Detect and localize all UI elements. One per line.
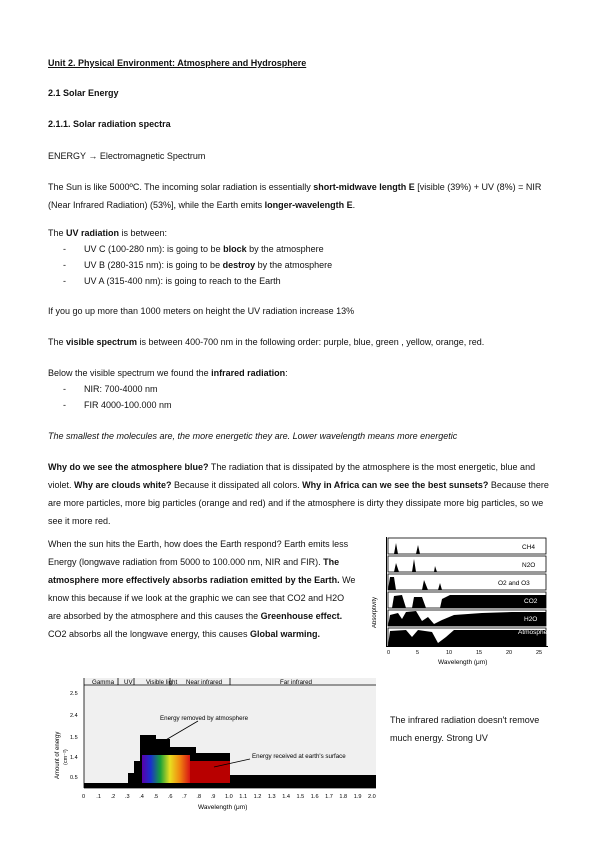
annotation-removed: Energy removed by atmosphere (160, 715, 249, 722)
unit-title: Unit 2. Physical Environment: Atmosphere and Hydrosphere (48, 58, 307, 68)
spectrum-xtick: 1.9 (353, 794, 362, 800)
infrared-text-2: : (285, 368, 288, 378)
spectrum-visible-band (142, 755, 190, 783)
spectrum-xtick: .6 (167, 794, 173, 800)
uv-text-1: The (48, 228, 67, 238)
spectrum-xtick: 1.0 (225, 794, 233, 800)
spectrum-xtick: .4 (139, 794, 144, 800)
absorption-y-axis (386, 537, 387, 647)
why-bold-3: Why in Africa can we see the best sunsets? (302, 480, 489, 490)
spectrum-ytick: 1.5 (70, 735, 78, 741)
region-near-infrared: Near infrared (186, 679, 223, 686)
spectrum-xtick: 1.6 (310, 794, 319, 800)
region-far-infrared: Far infrared (280, 679, 312, 686)
sun-text-4: . (352, 200, 356, 210)
band-label-co2: CO2 (524, 598, 538, 605)
spectrum-xtick: 1.2 (253, 794, 262, 800)
uv-item-text: UV B (280-315 nm): is going to be (84, 260, 223, 270)
bullet-dash: - (63, 384, 66, 394)
region-visible: Visible light (146, 679, 178, 686)
earth-bold-3: Global warming. (249, 629, 320, 639)
band-label-ch4: CH4 (522, 544, 536, 551)
why-text-3: Because there are more particles, more big particles (orange and red) and if the atmosphere is dirty they dissipate more big particles, so we see it more red. (48, 480, 549, 526)
earth-paragraph (48, 535, 358, 643)
why-text-1: The radiation that is dissipated by the atmosphere is the most energetic, blue and violet. (48, 462, 536, 490)
sun-text-3: (8%) = NIR (Near Infrared Radiation) (53%], while the Earth emits (48, 182, 542, 210)
infrared-text-1: Below the visible spectrum we found the (48, 368, 212, 378)
absorption-xtick: 10 (446, 650, 453, 656)
why-bold-2: Why are clouds white? (74, 480, 172, 490)
height-line: If you go up more than 1000 meters on height the UV radiation increase 13% (48, 306, 355, 316)
why-bold-1: Why do we see the atmosphere blue? (48, 462, 209, 472)
spectrum-red-band (190, 761, 230, 783)
absorption-xtick: 25 (536, 650, 543, 656)
absorption-ylabel: Absorptivity (372, 596, 378, 628)
uv-item-text: UV C (100-280 nm): is going to be (84, 244, 224, 254)
earth-text-3: CO2 absorbs all the longwave energy, this causes (48, 629, 250, 639)
subsection-title (48, 118, 171, 130)
why-paragraph (48, 458, 553, 530)
sun-bold-2: longer-wavelength E (264, 200, 353, 210)
absorption-xtick: 5 (416, 650, 420, 656)
spectrum-xtick: 1.5 (296, 794, 305, 800)
earth-bold-1: The atmosphere more effectively absorbs radiation emitted by the Earth. (48, 557, 340, 585)
spectrum-floor (84, 783, 376, 788)
spectrum-ylabel: Amount of energy (55, 731, 61, 779)
sun-paragraph (48, 178, 553, 214)
energy-line: ENERGY → Electromagnetic Spectrum (48, 151, 206, 161)
sun-text-2: [visible (39%) + UV (414, 182, 495, 192)
spectrum-ytick: 0.5 (70, 775, 78, 781)
spectrum-xtick: 2.0 (368, 794, 376, 800)
bullet-dash: - (63, 400, 66, 410)
absorption-chart (372, 533, 554, 668)
earth-bold-2: Greenhouse effect. (260, 611, 343, 621)
infrared-item-text: NIR: 700-4000 nm (84, 384, 158, 394)
uv-item-bold: destroy (222, 260, 256, 270)
uv-item-bold: block (223, 244, 247, 254)
uv-intro (48, 227, 167, 239)
spectrum-xtick: .3 (124, 794, 130, 800)
bullet-dash: - (63, 276, 66, 286)
subsection-text: Solar radiation spectra (73, 119, 171, 129)
subsection-number: 2.1.1. (48, 119, 71, 129)
side-text: The infrared radiation doesn't remove much energy. Strong UV (390, 715, 540, 743)
uv-item-text: UV A (315-400 nm): is going to reach to the Earth (84, 276, 281, 286)
spectrum-xtick: .9 (210, 794, 216, 800)
visible-text-2: is between 400-700 nm in the following order: purple, blue, green , yellow, orange, red. (137, 337, 485, 347)
spectrum-xtick: 0 (82, 794, 86, 800)
earth-text-1: When the sun hits the Earth, how does the Earth respond? Earth emits less Energy (longwave radiation from 5000 to 100.000 nm, NIR and FIR). (48, 539, 349, 567)
visible-bold: visible spectrum (66, 337, 138, 347)
spectrum-ylabel-sub: (cm⁻²) (63, 749, 69, 765)
visible-text-1: The (48, 337, 67, 347)
band-label-atmosphere: Atmosphere (518, 629, 554, 636)
bullet-dash: - (63, 260, 66, 270)
spectrum-xtick: 1.1 (239, 794, 248, 800)
absorption-xlabel: Wavelength (μm) (438, 659, 488, 666)
section-title: 2.1 Solar Energy (48, 88, 119, 98)
spectrum-xtick: 1.4 (282, 794, 290, 800)
spectrum-chart (48, 675, 380, 817)
band-label-h2o: H2O (524, 616, 538, 623)
spectrum-xtick: 1.8 (339, 794, 348, 800)
why-text-2: Because it dissipated all colors. (171, 480, 303, 490)
band-label-n2o: N2O (522, 562, 536, 569)
spectrum-ytick: 1.4 (70, 755, 78, 761)
absorption-xtick: 20 (506, 650, 513, 656)
infrared-item-text: FIR 4000-100.000 nm (84, 400, 172, 410)
band-label-o2o3: O2 and O3 (498, 580, 530, 587)
spectrum-ytick: 2.5 (70, 691, 78, 697)
absorption-xtick: 0 (387, 650, 391, 656)
uv-item-post: by the atmosphere (246, 244, 324, 254)
sun-text-1: The Sun is like 5000ºC. The incoming solar radiation is essentially (48, 182, 314, 192)
infrared-intro (48, 367, 288, 379)
region-gamma: Gamma (92, 679, 115, 686)
spectrum-xlabel: Wavelength (μm) (198, 804, 248, 811)
spectrum-xtick: .5 (153, 794, 159, 800)
absorption-xtick: 15 (476, 650, 483, 656)
spectrum-xtick: .8 (196, 794, 202, 800)
spectrum-ytick: 2.4 (70, 713, 78, 719)
spectrum-xtick: .1 (96, 794, 101, 800)
spectrum-xtick: .7 (182, 794, 187, 800)
annotation-received: Energy received at earth's surface (252, 753, 346, 760)
sun-bold-1: short-midwave length E (313, 182, 415, 192)
bullet-dash: - (63, 244, 66, 254)
visible-line (48, 336, 484, 348)
infrared-bold: infrared radiation (211, 368, 286, 378)
earth-text-2: We know this because if we look at the graphic we can see that CO2 and H2O are absorbed by the atmosphere and this causes the (48, 575, 356, 621)
uv-bold: UV radiation (66, 228, 120, 238)
uv-text-2: is between: (119, 228, 168, 238)
spectrum-xtick: 1.7 (325, 794, 333, 800)
spectrum-xtick: 1.3 (267, 794, 276, 800)
spectrum-xtick: .2 (110, 794, 116, 800)
region-uv: UV (124, 679, 133, 686)
uv-item-post: by the atmosphere (255, 260, 333, 270)
molecules-line: The smallest the molecules are, the more energetic they are. Lower wavelength means more energetic (48, 431, 458, 441)
